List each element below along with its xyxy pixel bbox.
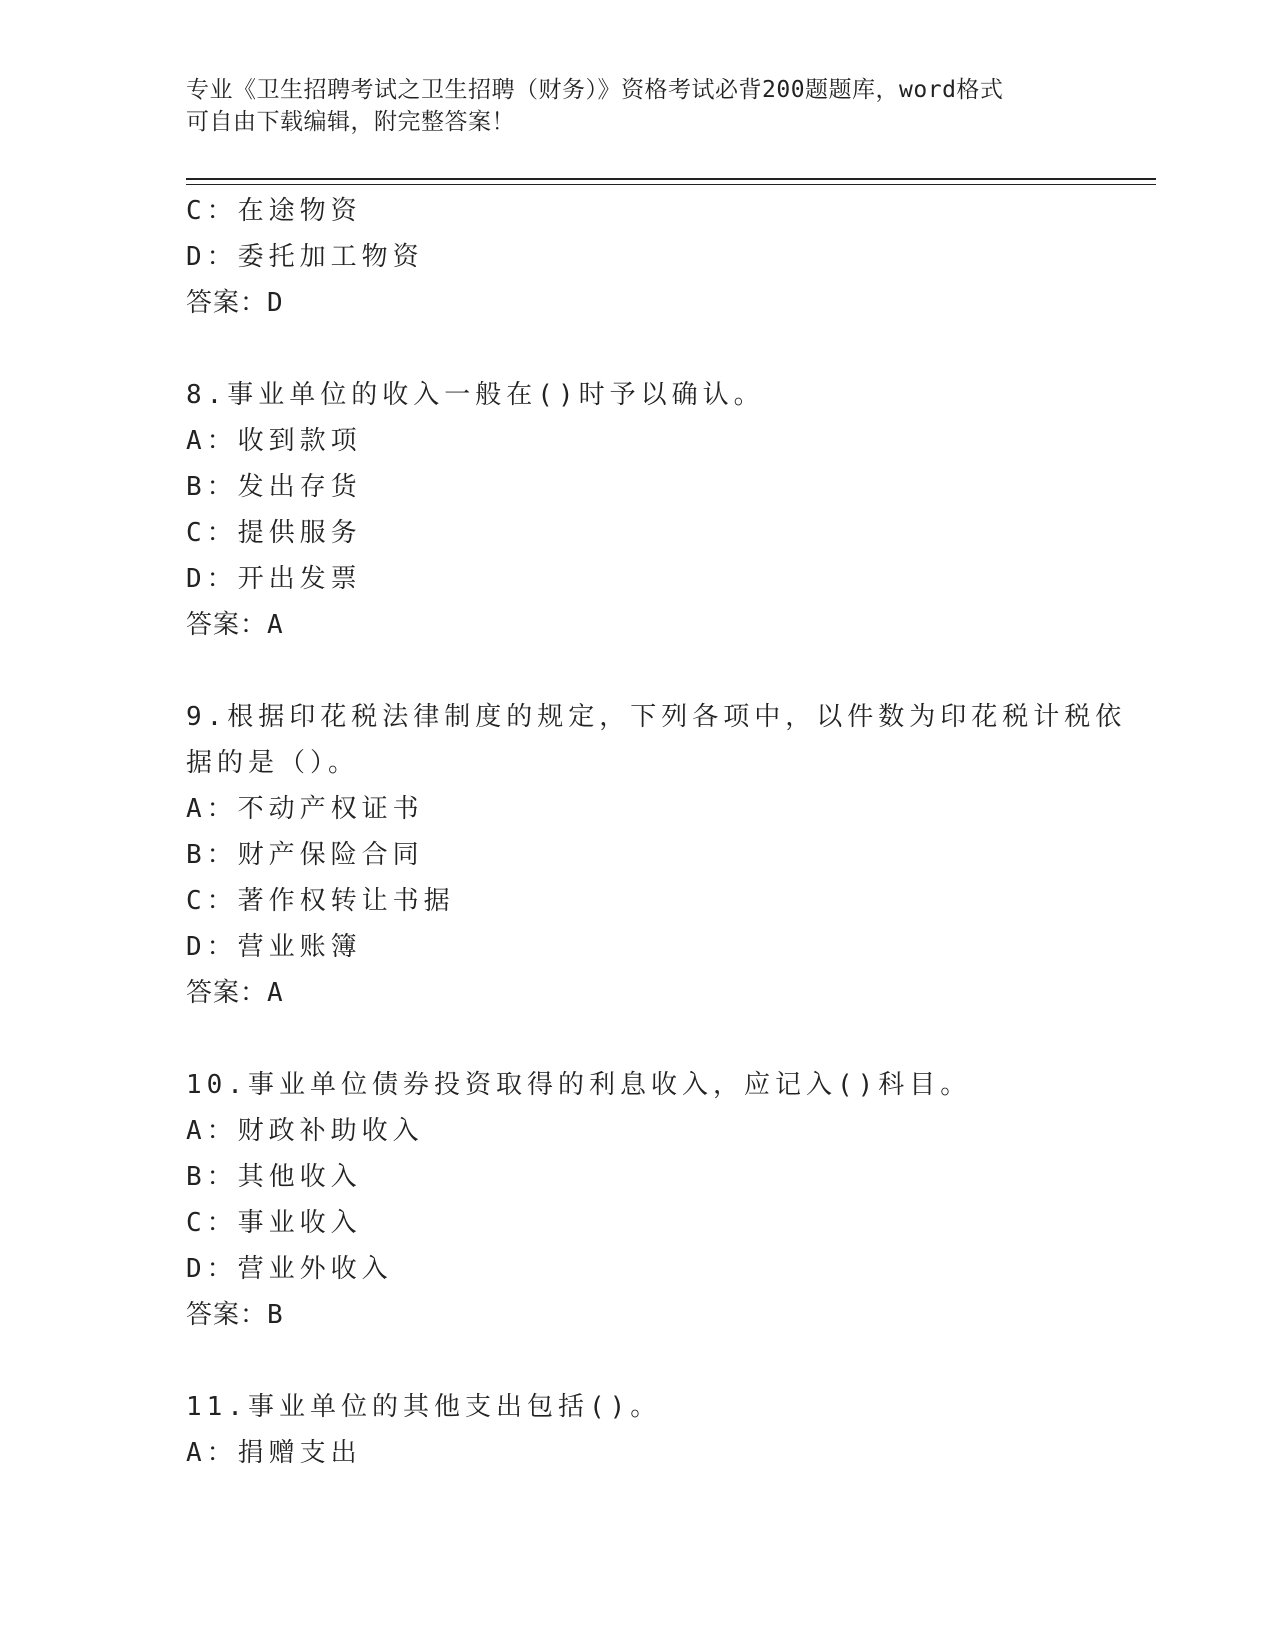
header-line-1: 专业《卫生招聘考试之卫生招聘（财务）》资格考试必背200题题库，word格式 <box>186 77 1004 103</box>
option-b: B：发出存货 <box>186 472 362 502</box>
question-block-10 <box>186 1062 1086 1338</box>
option-c: C：著作权转让书据 <box>186 886 455 916</box>
question-list <box>186 188 1127 1476</box>
answer-line: 答案：D <box>186 288 284 318</box>
question-block-8 <box>186 372 1086 648</box>
answer-line: 答案：B <box>186 1300 284 1330</box>
option-a: A：财政补助收入 <box>186 1116 424 1146</box>
option-c: C：提供服务 <box>186 518 362 548</box>
option-b: B：其他收入 <box>186 1162 362 1192</box>
header-rule-thin <box>186 184 1156 185</box>
option-d: D：营业外收入 <box>186 1254 393 1284</box>
question-stem-line-2: 据的是（）。 <box>186 748 360 778</box>
answer-line: 答案：A <box>186 978 284 1008</box>
option-a: A：收到款项 <box>186 426 362 456</box>
spacer <box>186 326 1086 372</box>
header-line-2: 可自由下载编辑，附完整答案！ <box>186 109 515 135</box>
question-block-9 <box>186 694 1127 1016</box>
option-d: D：委托加工物资 <box>186 242 424 272</box>
spacer <box>186 648 1086 694</box>
question-stem: 11.事业单位的其他支出包括()。 <box>186 1392 662 1422</box>
spacer <box>186 1016 1086 1062</box>
option-c: C：在途物资 <box>186 196 362 226</box>
question-block-11 <box>186 1384 1086 1476</box>
option-a: A：捐赠支出 <box>186 1438 362 1468</box>
question-block-7 <box>186 188 1086 326</box>
question-stem-line-1: 9.根据印花税法律制度的规定，下列各项中，以件数为印花税计税依 <box>186 702 1127 732</box>
option-a: A：不动产权证书 <box>186 794 424 824</box>
option-b: B：财产保险合同 <box>186 840 424 870</box>
question-stem: 8.事业单位的收入一般在()时予以确认。 <box>186 380 765 410</box>
option-d: D：营业账簿 <box>186 932 362 962</box>
question-stem: 10.事业单位债券投资取得的利息收入，应记入()科目。 <box>186 1070 972 1100</box>
option-d: D：开出发票 <box>186 564 362 594</box>
header-rule-thick <box>186 178 1156 180</box>
document-header <box>186 74 1086 138</box>
option-c: C：事业收入 <box>186 1208 362 1238</box>
spacer <box>186 1338 1086 1384</box>
answer-line: 答案：A <box>186 610 284 640</box>
